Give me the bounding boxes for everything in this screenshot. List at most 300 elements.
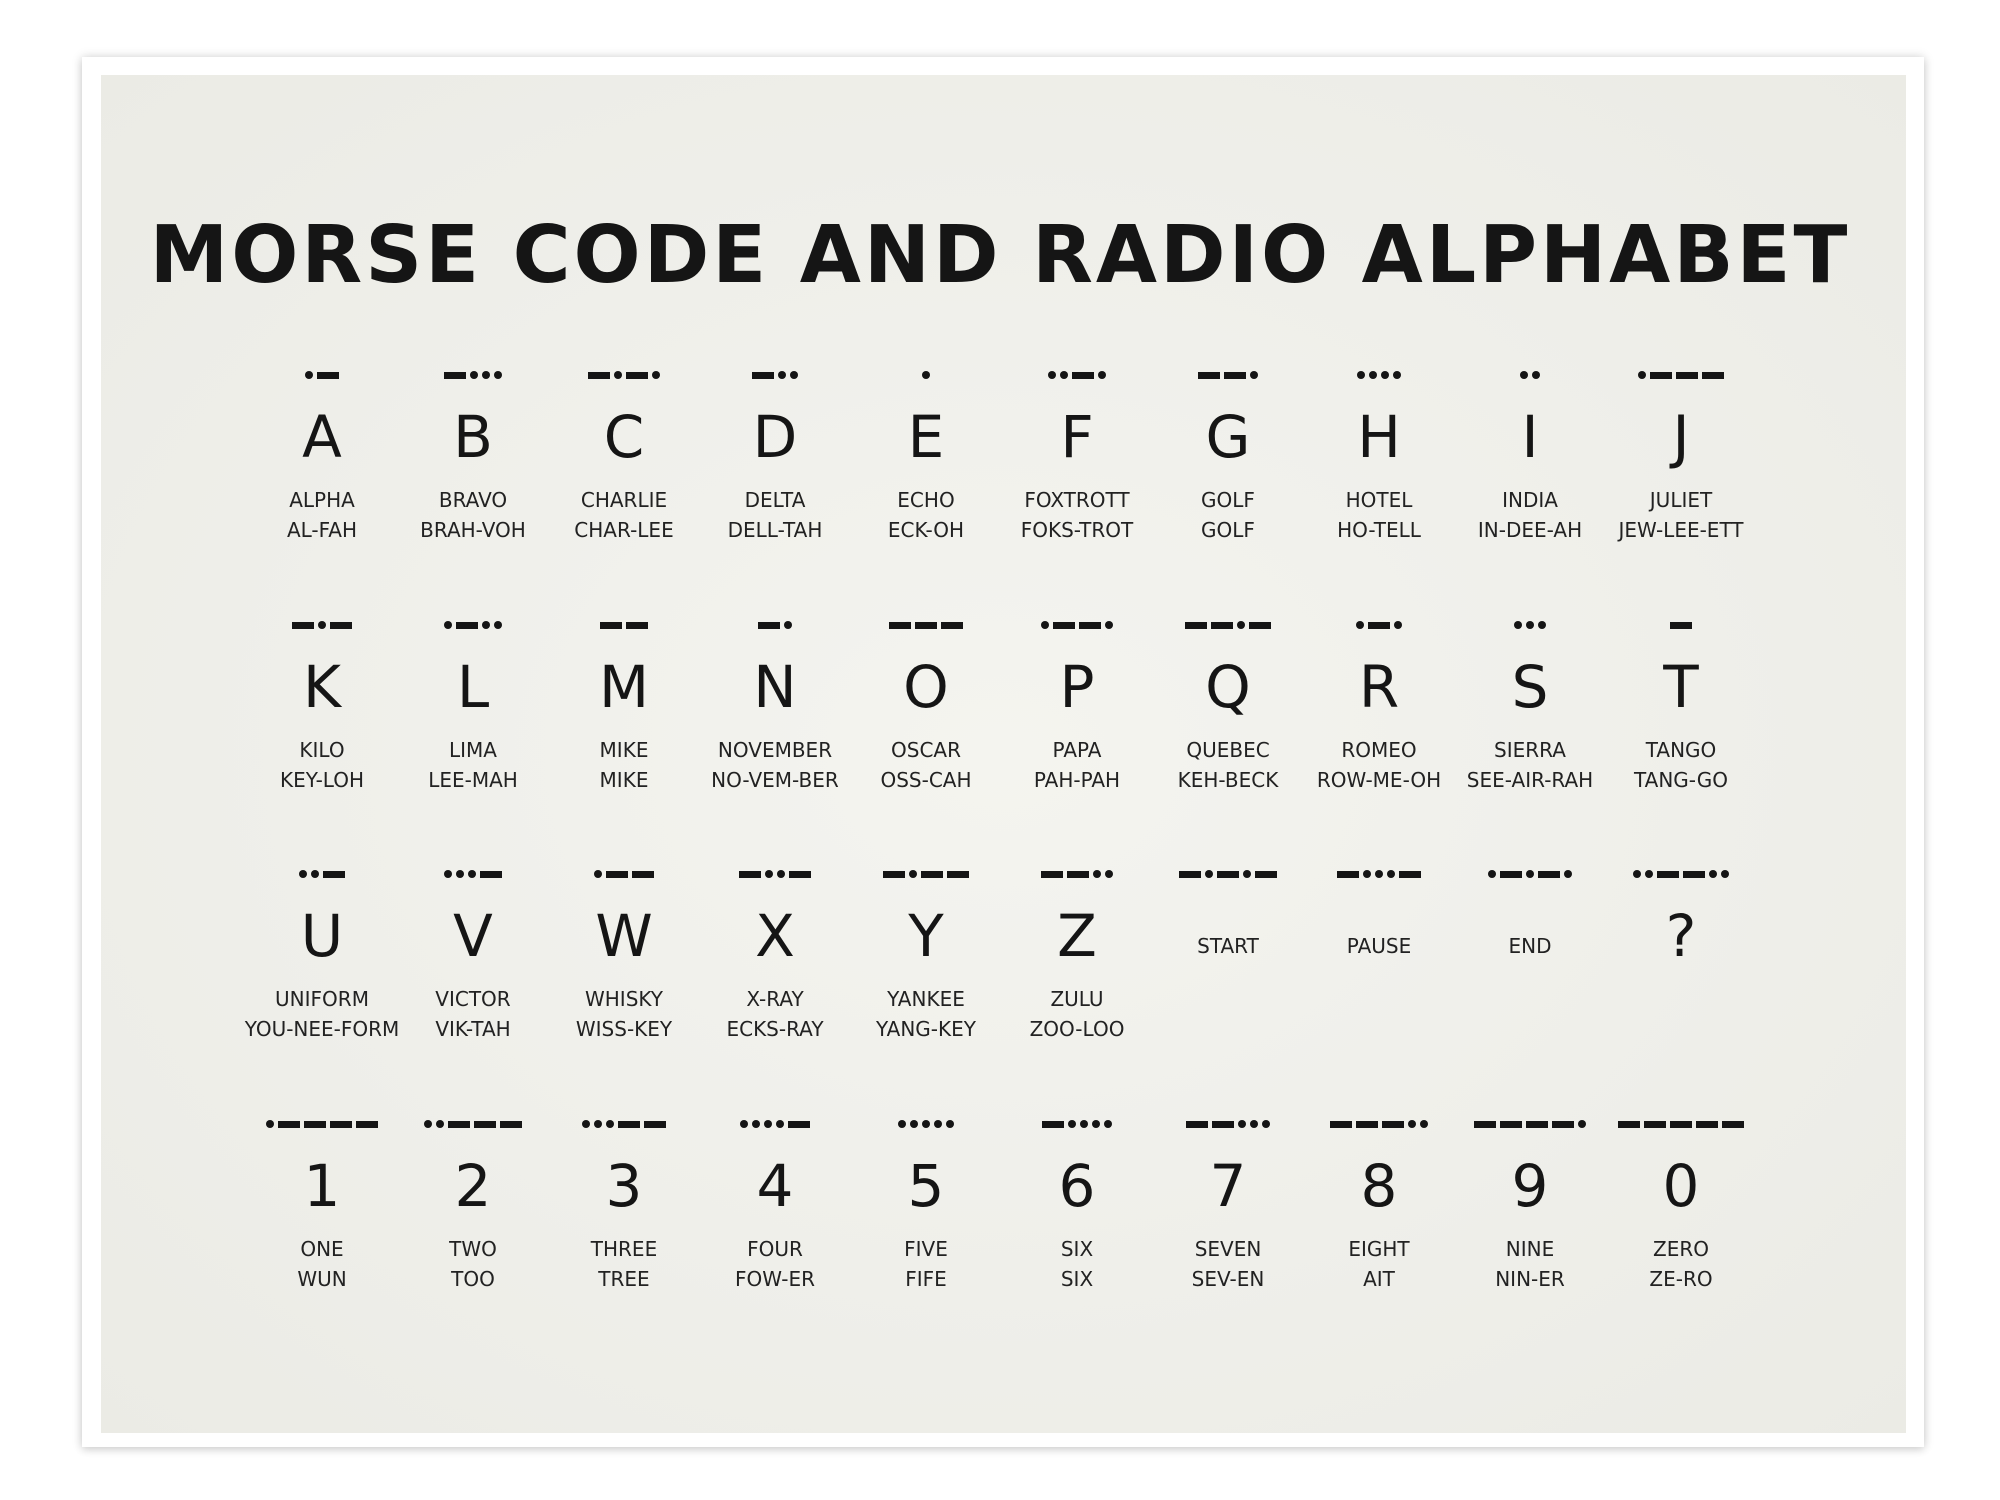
character-symbol: 8	[1360, 1152, 1398, 1220]
morse-code	[1454, 866, 1606, 882]
character-symbol: T	[1663, 653, 1699, 721]
morse-code	[1303, 866, 1455, 882]
alphabet-cell	[1454, 1116, 1606, 1346]
pronunciation: JEW-LEE-ETT	[1618, 518, 1744, 542]
morse-dash	[789, 871, 811, 878]
code-word: THREE	[590, 1237, 658, 1261]
morse-dot	[1243, 870, 1251, 878]
morse-dash	[758, 622, 780, 629]
morse-dot	[1356, 621, 1364, 629]
code-word: YANKEE	[887, 987, 965, 1011]
morse-dash	[1670, 622, 1692, 629]
morse-code	[548, 1116, 700, 1132]
morse-dash	[1067, 871, 1089, 878]
morse-dash	[1255, 871, 1277, 878]
alphabet-cell	[850, 617, 1002, 847]
morse-dash	[1185, 622, 1207, 629]
morse-dot	[1420, 1120, 1428, 1128]
morse-code	[1152, 866, 1304, 882]
morse-dash	[500, 1121, 522, 1128]
morse-dot	[606, 1120, 614, 1128]
page-title: MORSE CODE AND RADIO ALPHABET	[149, 209, 1851, 301]
morse-dot	[1105, 870, 1113, 878]
morse-code	[397, 866, 549, 882]
morse-code	[246, 866, 398, 882]
pronunciation: YANG-KEY	[876, 1017, 976, 1041]
pronunciation: ZE-RO	[1649, 1267, 1713, 1291]
morse-code	[1001, 866, 1153, 882]
morse-dot	[1408, 1120, 1416, 1128]
pronunciation: NIN-ER	[1495, 1267, 1565, 1291]
alphabet-cell	[1152, 866, 1304, 1096]
alphabet-cell	[699, 367, 851, 597]
morse-dash	[1702, 372, 1724, 379]
pronunciation: LEE-MAH	[428, 768, 518, 792]
morse-code	[397, 617, 549, 633]
morse-dash	[292, 622, 314, 629]
alphabet-cell	[1152, 367, 1304, 597]
morse-dot	[909, 870, 917, 878]
morse-dash	[1657, 871, 1679, 878]
morse-code	[1001, 1116, 1153, 1132]
morse-dash	[1382, 1121, 1404, 1128]
morse-dash	[947, 871, 969, 878]
character-symbol: S	[1511, 653, 1549, 721]
morse-dash	[941, 622, 963, 629]
morse-dash	[1330, 1121, 1352, 1128]
alphabet-cell	[699, 866, 851, 1096]
alphabet-cell	[1605, 617, 1757, 847]
morse-dash	[1368, 622, 1390, 629]
morse-dot	[482, 371, 490, 379]
morse-dot	[1048, 371, 1056, 379]
morse-dot	[470, 371, 478, 379]
morse-dash	[1337, 871, 1359, 878]
character-symbol: X	[755, 902, 795, 970]
prosign-label: PAUSE	[1346, 934, 1412, 958]
code-word: NOVEMBER	[717, 738, 833, 762]
morse-dot	[922, 371, 930, 379]
character-symbol: 4	[756, 1152, 794, 1220]
morse-dot	[764, 1120, 772, 1128]
character-symbol: G	[1205, 403, 1251, 471]
character-symbol: E	[907, 403, 945, 471]
morse-dot	[1387, 870, 1395, 878]
morse-dash	[317, 372, 339, 379]
morse-code	[548, 866, 700, 882]
morse-dash	[1696, 1121, 1718, 1128]
morse-dot	[1369, 371, 1377, 379]
morse-code	[699, 367, 851, 383]
morse-code	[850, 866, 1002, 882]
morse-code	[1001, 617, 1153, 633]
morse-code	[1454, 617, 1606, 633]
morse-dash	[1079, 622, 1101, 629]
alphabet-cell	[246, 866, 398, 1096]
character-symbol: 3	[605, 1152, 643, 1220]
morse-code	[548, 367, 700, 383]
alphabet-cell	[1454, 367, 1606, 597]
morse-dot	[946, 1120, 954, 1128]
character-symbol: 7	[1209, 1152, 1247, 1220]
morse-dash	[1211, 622, 1233, 629]
morse-code	[1001, 367, 1153, 383]
morse-dot	[482, 621, 490, 629]
morse-dot	[1262, 1120, 1270, 1128]
pronunciation: TOO	[451, 1267, 495, 1291]
pronunciation: ECKS-RAY	[726, 1017, 824, 1041]
morse-dot	[1363, 870, 1371, 878]
code-word: ALPHA	[289, 488, 355, 512]
alphabet-cell	[548, 617, 700, 847]
morse-dot	[1080, 1120, 1088, 1128]
morse-dot	[468, 870, 476, 878]
morse-dot	[922, 1120, 930, 1128]
alphabet-cell	[699, 617, 851, 847]
morse-dot	[1538, 621, 1546, 629]
morse-dot	[934, 1120, 942, 1128]
code-word: FOUR	[747, 1237, 803, 1261]
morse-dot	[1514, 621, 1522, 629]
morse-dash	[1722, 1121, 1744, 1128]
morse-dash	[448, 1121, 470, 1128]
morse-dot	[1060, 371, 1068, 379]
morse-dash	[1474, 1121, 1496, 1128]
morse-code	[246, 367, 398, 383]
morse-dot	[299, 870, 307, 878]
morse-dot	[778, 371, 786, 379]
morse-dot	[594, 870, 602, 878]
alphabet-cell	[397, 866, 549, 1096]
pronunciation: KEH-BECK	[1177, 768, 1279, 792]
code-word: FIVE	[904, 1237, 948, 1261]
morse-dot	[494, 371, 502, 379]
pronunciation: ECK-OH	[887, 518, 965, 542]
morse-dash	[632, 871, 654, 878]
morse-dash	[1650, 372, 1672, 379]
morse-dash	[1618, 1121, 1640, 1128]
code-word: SIX	[1060, 1237, 1094, 1261]
pronunciation: SEE-AIR-RAH	[1466, 768, 1594, 792]
code-word: SIERRA	[1494, 738, 1566, 762]
pronunciation: WUN	[297, 1267, 347, 1291]
character-symbol: Q	[1205, 653, 1251, 721]
morse-dot	[910, 1120, 918, 1128]
morse-dash	[1526, 1121, 1548, 1128]
morse-dot	[1068, 1120, 1076, 1128]
morse-dash	[1249, 622, 1271, 629]
pronunciation: IN-DEE-AH	[1477, 518, 1583, 542]
morse-dash	[1683, 871, 1705, 878]
morse-dot	[266, 1120, 274, 1128]
character-symbol: 2	[454, 1152, 492, 1220]
morse-dash	[1179, 871, 1201, 878]
pronunciation: FOW-ER	[735, 1267, 815, 1291]
pronunciation: VIK-TAH	[435, 1017, 511, 1041]
morse-code	[850, 617, 1002, 633]
pronunciation: CHAR-LEE	[574, 518, 674, 542]
character-symbol: 9	[1511, 1152, 1549, 1220]
alphabet-cell	[1152, 1116, 1304, 1346]
morse-dot	[1394, 621, 1402, 629]
morse-dot	[752, 1120, 760, 1128]
morse-dot	[1638, 371, 1646, 379]
morse-dot	[790, 371, 798, 379]
alphabet-cell	[850, 866, 1002, 1096]
pronunciation: KEY-LOH	[279, 768, 365, 792]
alphabet-cell	[548, 1116, 700, 1346]
character-symbol: P	[1059, 653, 1095, 721]
code-word: NINE	[1505, 1237, 1555, 1261]
morse-dash	[1053, 622, 1075, 629]
morse-dash	[1538, 871, 1560, 878]
morse-dot	[1238, 1120, 1246, 1128]
alphabet-cell	[1454, 866, 1606, 1096]
code-word: UNIFORM	[275, 987, 369, 1011]
morse-dash	[1399, 871, 1421, 878]
morse-dash	[752, 372, 774, 379]
character-symbol: N	[753, 653, 797, 721]
pronunciation: AIT	[1363, 1267, 1395, 1291]
code-word: FOXTROTT	[1024, 488, 1130, 512]
code-word: QUEBEC	[1186, 738, 1270, 762]
character-symbol: V	[453, 902, 493, 970]
morse-dot	[784, 621, 792, 629]
alphabet-cell	[246, 367, 398, 597]
code-word: TWO	[449, 1237, 497, 1261]
code-word: GOLF	[1201, 488, 1255, 512]
morse-dash	[921, 871, 943, 878]
pronunciation: PAH-PAH	[1033, 768, 1121, 792]
morse-dot	[1532, 371, 1540, 379]
morse-code	[850, 367, 1002, 383]
morse-dot	[1520, 371, 1528, 379]
morse-dot	[311, 870, 319, 878]
morse-dash	[356, 1121, 378, 1128]
morse-dot	[1205, 870, 1213, 878]
morse-dot	[652, 371, 660, 379]
character-symbol: U	[300, 902, 344, 970]
alphabet-cell	[548, 866, 700, 1096]
morse-dot	[1104, 1120, 1112, 1128]
alphabet-cell	[850, 367, 1002, 597]
character-symbol: Z	[1057, 902, 1097, 970]
morse-dot	[1237, 621, 1245, 629]
morse-dot	[1526, 870, 1534, 878]
alphabet-cell	[1303, 866, 1455, 1096]
alphabet-cell	[1454, 617, 1606, 847]
morse-dot	[898, 1120, 906, 1128]
morse-dot	[614, 371, 622, 379]
morse-dot	[777, 870, 785, 878]
pronunciation: SIX	[1060, 1267, 1094, 1291]
morse-dash	[480, 871, 502, 878]
morse-dash	[618, 1121, 640, 1128]
morse-dash	[600, 622, 622, 629]
morse-code	[1152, 1116, 1304, 1132]
code-word: X-RAY	[746, 987, 804, 1011]
morse-code	[850, 1116, 1002, 1132]
morse-code	[548, 617, 700, 633]
morse-dash	[889, 622, 911, 629]
alphabet-cell	[1001, 866, 1153, 1096]
alphabet-cell	[397, 1116, 549, 1346]
morse-dot	[1645, 870, 1653, 878]
alphabet-cell	[1001, 1116, 1153, 1346]
pronunciation: NO-VEM-BER	[711, 768, 839, 792]
pronunciation: DELL-TAH	[727, 518, 823, 542]
morse-dot	[424, 1120, 432, 1128]
alphabet-cell	[1303, 1116, 1455, 1346]
morse-dot	[1526, 621, 1534, 629]
morse-code	[397, 1116, 549, 1132]
morse-dot	[740, 1120, 748, 1128]
alphabet-cell	[397, 367, 549, 597]
character-symbol: 5	[907, 1152, 945, 1220]
pronunciation: YOU-NEE-FORM	[244, 1017, 400, 1041]
code-word: VICTOR	[435, 987, 511, 1011]
character-symbol: A	[302, 403, 342, 471]
morse-dash	[1676, 372, 1698, 379]
pronunciation: OSS-CAH	[880, 768, 972, 792]
alphabet-cell	[1605, 1116, 1757, 1346]
morse-code	[1303, 617, 1455, 633]
morse-dash	[1217, 871, 1239, 878]
prosign-label: END	[1508, 934, 1552, 958]
alphabet-cell	[1605, 866, 1757, 1096]
morse-dash	[883, 871, 905, 878]
morse-dot	[1092, 1120, 1100, 1128]
morse-dash	[444, 372, 466, 379]
morse-dot	[776, 1120, 784, 1128]
alphabet-cell	[1152, 617, 1304, 847]
character-symbol: F	[1060, 403, 1094, 471]
morse-dot	[1393, 371, 1401, 379]
morse-code	[1454, 1116, 1606, 1132]
morse-dot	[1381, 371, 1389, 379]
morse-dash	[474, 1121, 496, 1128]
morse-dash	[915, 622, 937, 629]
character-symbol: K	[302, 653, 342, 721]
alphabet-cell	[397, 617, 549, 847]
character-symbol: J	[1672, 403, 1690, 471]
alphabet-cell	[1001, 367, 1153, 597]
morse-dot	[1098, 371, 1106, 379]
code-word: BRAVO	[438, 488, 508, 512]
pronunciation: FIFE	[905, 1267, 947, 1291]
morse-dot	[1250, 1120, 1258, 1128]
morse-dash	[1186, 1121, 1208, 1128]
code-word: ROMEO	[1341, 738, 1417, 762]
morse-dot	[1709, 870, 1717, 878]
code-word: JULIET	[1649, 488, 1713, 512]
pronunciation: AL-FAH	[286, 518, 358, 542]
morse-code	[1605, 866, 1757, 882]
alphabet-cell	[548, 367, 700, 597]
morse-code	[1152, 617, 1304, 633]
character-symbol: D	[752, 403, 798, 471]
morse-code	[246, 1116, 398, 1132]
morse-dash	[1072, 372, 1094, 379]
character-symbol: H	[1357, 403, 1401, 471]
morse-dash	[1644, 1121, 1666, 1128]
morse-dot	[582, 1120, 590, 1128]
morse-dot	[765, 870, 773, 878]
code-word: SEVEN	[1194, 1237, 1262, 1261]
morse-dot	[1564, 870, 1572, 878]
morse-dash	[330, 622, 352, 629]
code-word: KILO	[299, 738, 345, 762]
code-word: CHARLIE	[580, 488, 668, 512]
character-symbol: O	[903, 653, 949, 721]
character-symbol: M	[598, 653, 650, 721]
morse-dash	[1041, 871, 1063, 878]
code-word: INDIA	[1502, 488, 1558, 512]
code-word: LIMA	[449, 738, 497, 762]
pronunciation: GOLF	[1201, 518, 1255, 542]
character-symbol: B	[453, 403, 493, 471]
pronunciation: TREE	[598, 1267, 650, 1291]
morse-code	[1605, 1116, 1757, 1132]
pronunciation: ZOO-LOO	[1029, 1017, 1125, 1041]
code-word: OSCAR	[891, 738, 961, 762]
alphabet-cell	[1605, 367, 1757, 597]
code-word: PAPA	[1052, 738, 1102, 762]
character-symbol: C	[603, 403, 645, 471]
morse-code	[1152, 367, 1304, 383]
morse-dot	[318, 621, 326, 629]
morse-dash	[1552, 1121, 1574, 1128]
code-word: MIKE	[599, 738, 649, 762]
prosign-label: START	[1197, 934, 1259, 958]
morse-dash	[330, 1121, 352, 1128]
code-word: ZERO	[1653, 1237, 1709, 1261]
morse-dash	[788, 1121, 810, 1128]
morse-dot	[444, 621, 452, 629]
morse-dot	[1721, 870, 1729, 878]
morse-dot	[1488, 870, 1496, 878]
morse-dash	[1212, 1121, 1234, 1128]
morse-dash	[1198, 372, 1220, 379]
alphabet-cell	[850, 1116, 1002, 1346]
morse-code	[246, 617, 398, 633]
pronunciation: FOKS-TROT	[1020, 518, 1134, 542]
morse-dot	[1093, 870, 1101, 878]
pronunciation: SEV-EN	[1191, 1267, 1265, 1291]
morse-dot	[494, 621, 502, 629]
morse-dot	[1578, 1120, 1586, 1128]
morse-dash	[1356, 1121, 1378, 1128]
code-word: EIGHT	[1348, 1237, 1410, 1261]
morse-dot	[436, 1120, 444, 1128]
character-symbol: 6	[1058, 1152, 1096, 1220]
morse-dash	[1500, 871, 1522, 878]
morse-code	[1303, 367, 1455, 383]
character-symbol: W	[595, 902, 653, 970]
morse-code	[699, 866, 851, 882]
character-symbol: 0	[1662, 1152, 1700, 1220]
morse-dot	[305, 371, 313, 379]
character-symbol: I	[1521, 403, 1539, 471]
character-symbol: L	[456, 653, 490, 721]
character-symbol: R	[1358, 653, 1400, 721]
alphabet-cell	[1001, 617, 1153, 847]
morse-code	[397, 367, 549, 383]
code-word: WHISKY	[584, 987, 664, 1011]
morse-dot	[1357, 371, 1365, 379]
character-symbol: ?	[1665, 902, 1697, 970]
alphabet-cell	[246, 617, 398, 847]
